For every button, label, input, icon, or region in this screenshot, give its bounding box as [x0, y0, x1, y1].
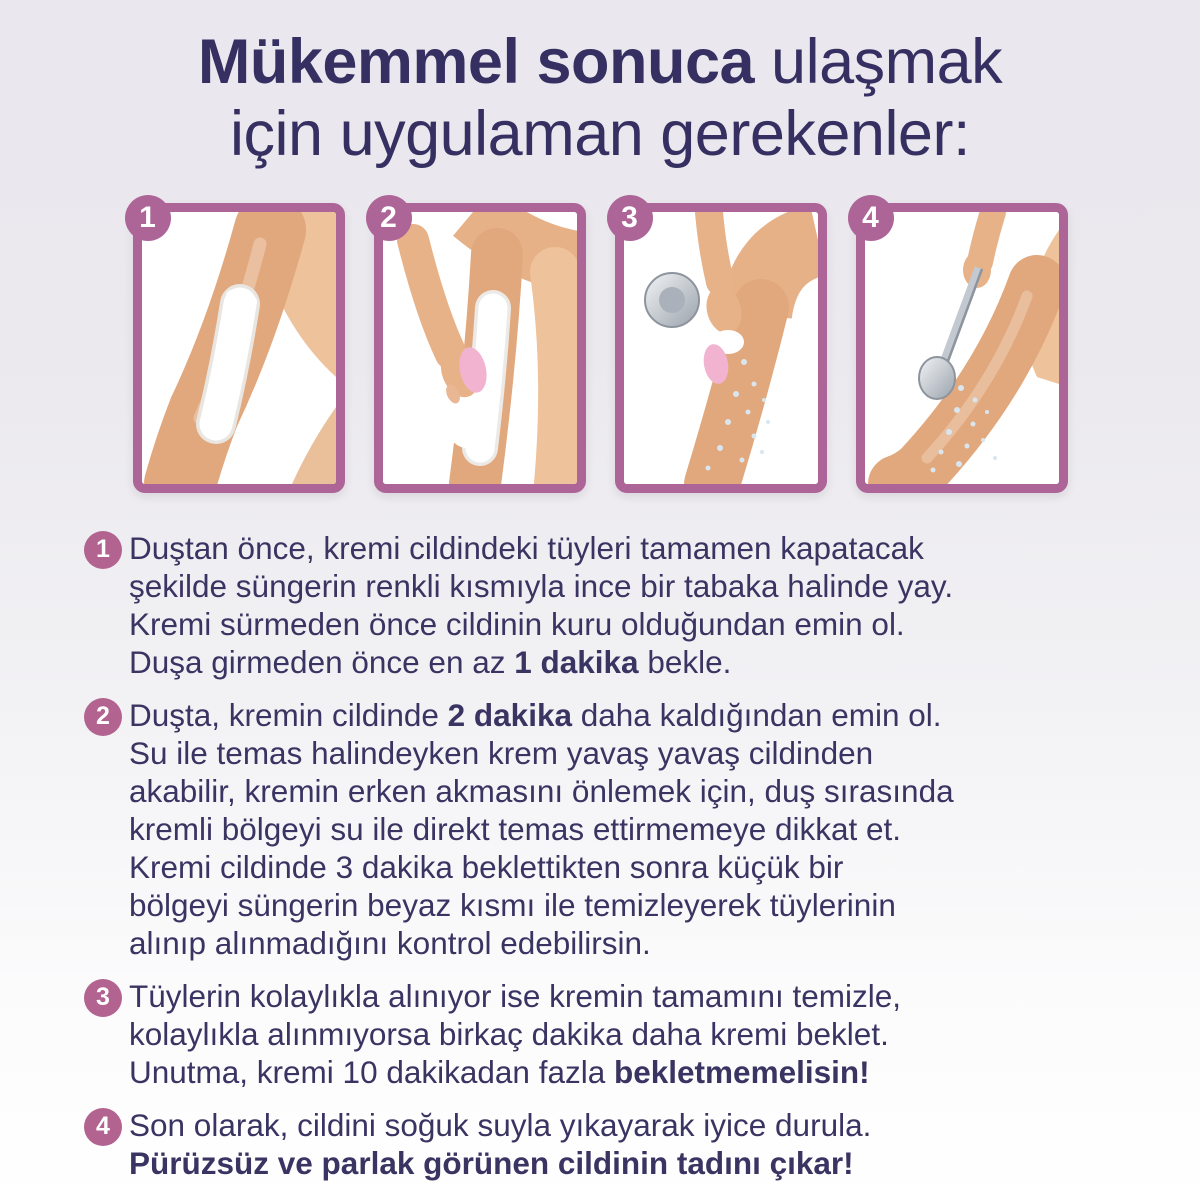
- step-panel-4: [856, 200, 1068, 493]
- instruction-number-badge: 2: [84, 698, 122, 736]
- cream-dab: [226, 290, 238, 302]
- instruction-number-badge: 3: [84, 979, 122, 1017]
- step-number-badge: 2: [366, 195, 412, 241]
- step-photos-row: [0, 200, 1200, 493]
- shower-head-center: [659, 287, 685, 313]
- step-photo-apply-cream: [142, 212, 336, 484]
- instruction-item-2: [84, 696, 1160, 962]
- step-number-badge: 1: [125, 195, 171, 241]
- instruction-list: [0, 529, 1200, 1182]
- cream-dab: [243, 295, 257, 309]
- step-photo-sponge-spread: [383, 212, 577, 484]
- instruction-text: Tüylerin kolaylıkla alınıyor ise kremin tamamını temizle, kolaylıkla alınmıyorsa birkaç dakika daha kremi beklet. Unutma, kremi 10 dakikadan fazla bekletmemelisin!: [129, 977, 901, 1090]
- back-leg: [555, 272, 563, 484]
- instruction-item-4: [84, 1106, 1160, 1182]
- step-number-badge: 4: [848, 195, 894, 241]
- step-photo-shower-check: [624, 212, 818, 484]
- arm: [709, 212, 720, 282]
- instruction-text: Duştan önce, kremi cildindeki tüyleri tamamen kapatacak şekilde süngerin renkli kısmıyla ince bir tabaka halinde yay. Kremi sürmeden önce cildinin kuru olduğundan emin ol. Duşa girmeden önce en az 1 dakika bekle.: [129, 529, 954, 680]
- step-panel-1: [133, 200, 345, 493]
- step-panel-2: [374, 200, 586, 493]
- shower-head: [919, 357, 955, 399]
- instruction-number-badge: 1: [84, 531, 122, 569]
- step-photo-rinse-leg: [865, 212, 1059, 484]
- step-number-badge: 3: [607, 195, 653, 241]
- instruction-item-3: [84, 977, 1160, 1091]
- step-panel-3: [615, 200, 827, 493]
- instruction-item-1: [84, 529, 1160, 681]
- instruction-text: Duşta, kremin cildinde 2 dakika daha kaldığından emin ol. Su ile temas halindeyken krem yavaş yavaş cildinden akabilir, kremin erken akmasını önlemek için, duş sırasında kremli bölgeyi su ile direkt temas ettirmemeye dikkat et. Kremi cildinde 3 dakika beklettikten sonra küçük bir bölgeyi süngerin beyaz kısmı ile temizleyerek tüylerinin alınıp alınmadığını kontrol edebilirsin.: [129, 696, 954, 961]
- instruction-text: Son olarak, cildini soğuk suyla yıkayarak iyice durula. Pürüzsüz ve parlak görünen cildinin tadını çıkar!: [129, 1106, 872, 1181]
- instruction-number-badge: 4: [84, 1108, 122, 1146]
- page-title: Mükemmel sonuca ulaşmak için uygulaman gerekenler:: [197, 27, 1003, 170]
